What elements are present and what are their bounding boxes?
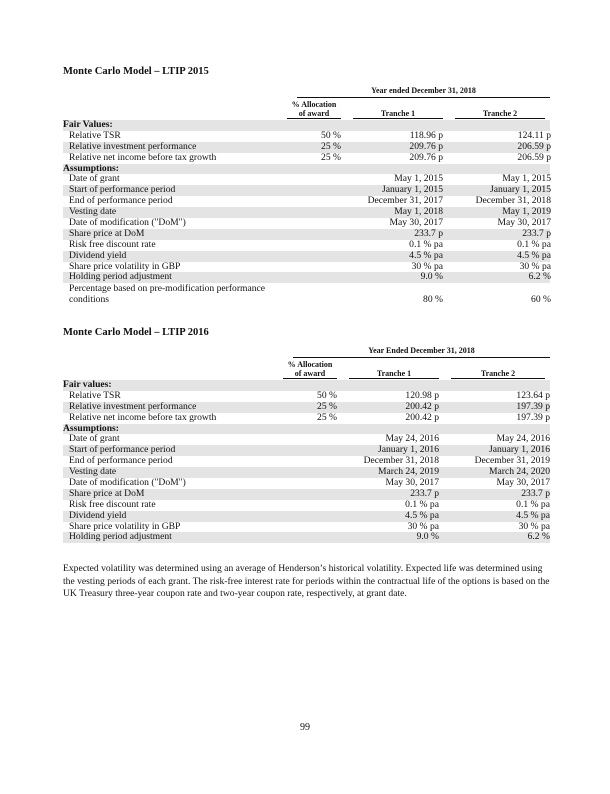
table-header (63, 346, 550, 380)
tranche-1-cell: December 31, 2017 (367, 195, 443, 207)
section-title-ltip-2015: Monte Carlo Model – LTIP 2015 (63, 66, 209, 77)
tranche-1-cell: 118.96 p (409, 129, 443, 141)
table-row (63, 251, 550, 262)
row-label: Holding period adjustment (69, 531, 172, 543)
table-header (63, 86, 550, 120)
tranche-1-header: Tranche 1 (353, 109, 443, 119)
tranche-2-cell: 0.1 % pa (516, 498, 550, 510)
row-label: Start of performance period (69, 444, 176, 456)
tranche-2-cell: 124.11 p (517, 129, 551, 141)
allocation-cell: 25 % (321, 140, 341, 152)
tranche-2-cell: 30 % pa (518, 520, 550, 532)
row-label: Risk free discount rate (69, 238, 156, 250)
tranche-2-header: Tranche 2 (451, 369, 545, 379)
tranche-1-cell: 9.0 % (416, 531, 439, 543)
row-label: Dividend yield (69, 249, 127, 261)
allocation-cell: 50 % (321, 129, 341, 141)
year-header: Year ended December 31, 2018 (297, 86, 550, 98)
tranche-1-cell: 80 % (423, 294, 443, 306)
table-row (63, 511, 550, 522)
section-row (63, 424, 550, 435)
tranche-2-cell: May 24, 2016 (496, 433, 550, 445)
tranche-1-cell: 209.76 p (409, 151, 443, 163)
section-row (63, 380, 550, 391)
footnote-paragraph: Expected volatility was determined using an average of Henderson’s historical volatility. Expected life was determined using the vesting periods of each grant. The risk-free interest rate for periods within the contractual life of the options is based on the UK Treasury three-year coupon rate and two-year coupon rate, respectively, at grant date. (63, 563, 550, 599)
table-row (63, 153, 550, 164)
tranche-2-header: Tranche 2 (455, 109, 545, 119)
tranche-2-cell: 206.59 p (517, 140, 551, 152)
ltip-2015-table (63, 86, 550, 305)
page-number: 99 (300, 722, 310, 733)
section-label: Fair values: (63, 379, 112, 390)
allocation-cell: 25 % (317, 411, 337, 423)
row-label: Percentage based on pre-modification performance conditions (69, 283, 266, 306)
section-row (63, 120, 550, 131)
tranche-1-cell: December 31, 2018 (363, 455, 439, 467)
tranche-2-cell: 233.7 p (521, 487, 550, 499)
tranche-2-cell: January 1, 2016 (488, 444, 550, 456)
table-body (63, 380, 550, 543)
tranche-1-cell: 30 % pa (407, 520, 439, 532)
tranche-2-cell: December 31, 2018 (475, 195, 551, 207)
tranche-2-cell: 4.5 % pa (516, 509, 550, 521)
tranche-1-cell: May 24, 2016 (385, 433, 439, 445)
row-label: Relative investment performance (69, 140, 197, 152)
tranche-2-cell: 0.1 % pa (517, 238, 551, 250)
ltip-2016-table (63, 346, 550, 543)
year-header: Year Ended December 31, 2018 (293, 346, 550, 358)
row-label: Relative TSR (69, 129, 121, 141)
allocation-cell: 50 % (317, 389, 337, 401)
row-label: Holding period adjustment (69, 271, 172, 283)
table-row (63, 283, 550, 305)
tranche-1-cell: 30 % pa (411, 260, 443, 272)
table-row (63, 500, 550, 511)
row-label: Date of modification ("DoM") (69, 477, 186, 489)
tranche-2-cell: May 30, 2017 (496, 477, 550, 489)
tranche-1-cell: May 1, 2018 (394, 206, 443, 218)
tranche-2-cell: May 1, 2015 (502, 173, 551, 185)
tranche-2-cell: 233.7 p (522, 227, 551, 239)
allocation-cell: 25 % (317, 400, 337, 412)
row-label: Relative TSR (69, 389, 121, 401)
tranche-1-cell: 233.7 p (410, 487, 439, 499)
row-label: Relative net income before tax growth (69, 151, 217, 163)
row-label: End of performance period (69, 195, 173, 207)
tranche-2-cell: 6.2 % (527, 531, 550, 543)
tranche-1-cell: 0.1 % pa (409, 238, 443, 250)
tranche-2-cell: December 31, 2019 (474, 455, 550, 467)
tranche-1-cell: 0.1 % pa (405, 498, 439, 510)
section-label: Fair Values: (63, 119, 113, 130)
row-label: End of performance period (69, 455, 173, 467)
row-label: Risk free discount rate (69, 498, 156, 510)
section-label: Assumptions: (63, 422, 119, 434)
row-label: Share price volatility in GBP (69, 520, 181, 532)
allocation-column-header: % Allocation of award (283, 360, 337, 379)
section-label: Assumptions: (63, 162, 119, 174)
tranche-1-cell: May 30, 2017 (385, 477, 439, 489)
tranche-2-cell: 4.5 % pa (517, 249, 551, 261)
tranche-1-cell: 9.0 % (420, 271, 443, 283)
row-label: Start of performance period (69, 184, 176, 196)
tranche-2-cell: 206.59 p (517, 151, 551, 163)
table-row (63, 240, 550, 251)
tranche-2-cell: 197.39 p (516, 411, 550, 423)
row-label: Share price at DoM (69, 227, 145, 239)
section-row (63, 164, 550, 175)
tranche-1-cell: May 1, 2015 (394, 173, 443, 185)
table-row (63, 413, 550, 424)
tranche-2-cell: 6.2 % (528, 271, 551, 283)
tranche-1-cell: January 1, 2016 (377, 444, 439, 456)
allocation-cell: 25 % (321, 151, 341, 163)
table-row (63, 456, 550, 467)
tranche-2-cell: May 1, 2019 (502, 206, 551, 218)
tranche-1-cell: 200.42 p (405, 400, 439, 412)
tranche-1-cell: 4.5 % pa (409, 249, 443, 261)
tranche-1-cell: 4.5 % pa (405, 509, 439, 521)
tranche-1-cell: May 30, 2017 (389, 217, 443, 229)
row-label: Date of modification ("DoM") (69, 217, 186, 229)
allocation-column-header: % Allocation of award (287, 100, 341, 119)
tranche-2-cell: 60 % (531, 294, 551, 306)
row-label: Date of grant (69, 433, 120, 445)
section-title-ltip-2016: Monte Carlo Model – LTIP 2016 (63, 327, 209, 338)
tranche-2-cell: May 30, 2017 (497, 217, 551, 229)
tranche-1-cell: 209.76 p (409, 140, 443, 152)
tranche-2-cell: 123.64 p (516, 389, 550, 401)
tranche-2-cell: 30 % pa (519, 260, 551, 272)
tranche-1-cell: March 24, 2019 (377, 466, 439, 478)
row-label: Share price volatility in GBP (69, 260, 181, 272)
table-body (63, 120, 550, 305)
row-label: Dividend yield (69, 509, 127, 521)
tranche-2-cell: March 24, 2020 (488, 466, 550, 478)
row-label: Share price at DoM (69, 487, 145, 499)
tranche-2-cell: 197.39 p (516, 400, 550, 412)
row-label: Relative net income before tax growth (69, 411, 217, 423)
tranche-1-header: Tranche 1 (349, 369, 439, 379)
tranche-1-cell: 120.98 p (405, 389, 439, 401)
row-label: Vesting date (69, 466, 117, 478)
table-row (63, 532, 550, 543)
row-label: Vesting date (69, 206, 117, 218)
tranche-1-cell: 200.42 p (405, 411, 439, 423)
table-row (63, 196, 550, 207)
tranche-2-cell: January 1, 2015 (489, 184, 551, 196)
table-row (63, 272, 550, 283)
tranche-1-cell: January 1, 2015 (381, 184, 443, 196)
row-label: Relative investment performance (69, 400, 197, 412)
tranche-1-cell: 233.7 p (414, 227, 443, 239)
row-label: Date of grant (69, 173, 120, 185)
